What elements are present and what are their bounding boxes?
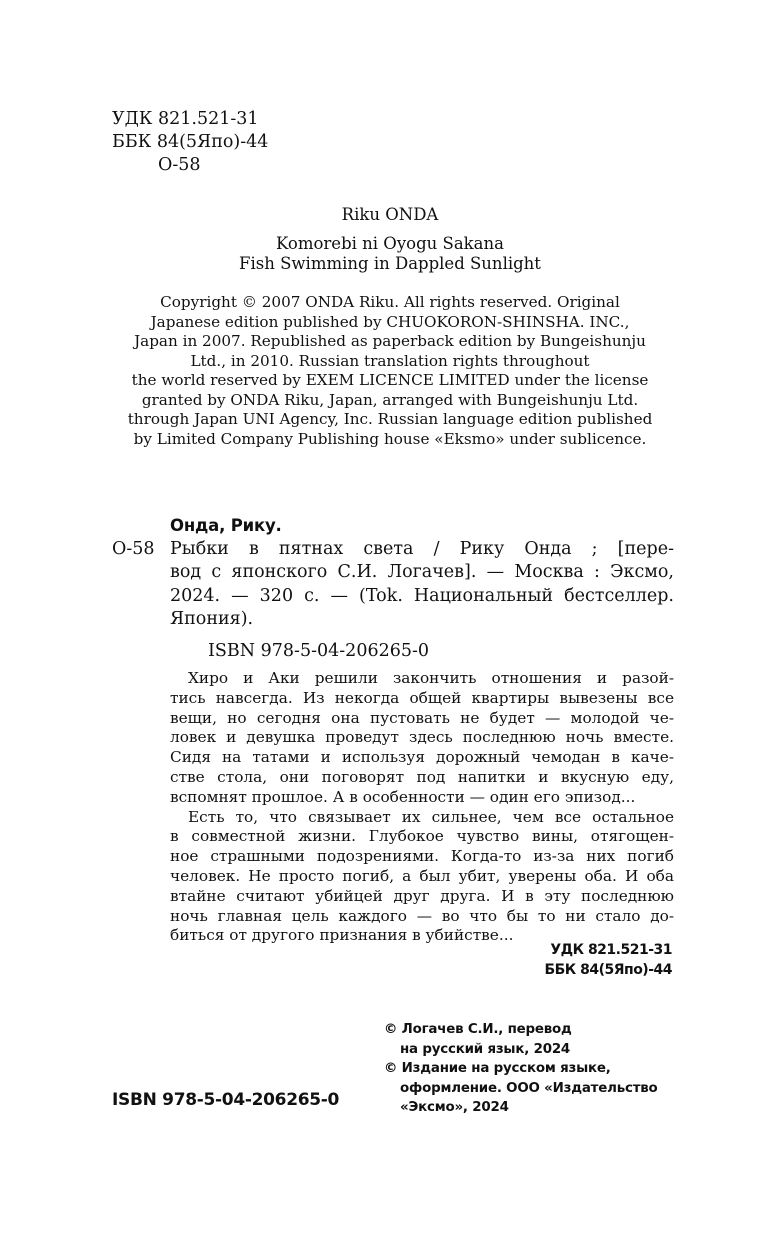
annotation-line: Хиро и Аки решили закончить отношения и разой-	[188, 669, 674, 687]
catalog-description-line: Япония).	[170, 609, 254, 629]
annotation-line: биться от другого признания в убийстве...	[170, 926, 514, 945]
original-title-japanese: Komorebi ni Oyogu Sakana	[276, 234, 504, 253]
catalog-author: Онда, Рику.	[170, 516, 282, 535]
annotation-line: ное страшными подозрениями. Когда-то из-за них погиб	[170, 847, 674, 866]
annotation-line: тись навсегда. Из некогда общей квартиры вывезены все	[170, 688, 674, 707]
catalog-description-line: Рыбки в пятнах света / Рику Онда ; [пере-	[170, 538, 674, 559]
catalog-entry	[112, 514, 674, 663]
copyright-notice	[100, 293, 680, 449]
annotation-line: ночь главная цель каждого — во что бы то ни стало до-	[170, 906, 674, 925]
udk-code-right: УДК 821.521-31	[550, 942, 672, 958]
copyright-line: Copyright © 2007 ONDA Riku. All rights reserved. Original	[160, 293, 620, 311]
bbk-code-right: ББК 84(5Япо)-44	[544, 962, 672, 978]
copyright-line: granted by ONDA Riku, Japan, arranged with Bungeishunju Ltd.	[141, 390, 639, 409]
original-titles	[100, 234, 680, 274]
edition-copyright-cont: «Эксмо», 2024	[400, 1100, 509, 1115]
annotation-line: в совместной жизни. Глубокое чувство вины, отягощен-	[170, 827, 674, 846]
catalog-isbn: ISBN 978-5-04-206265-0	[208, 640, 430, 661]
isbn-bottom: ISBN 978-5-04-206265-0	[112, 1090, 340, 1110]
annotation-line: втайне считают убийцей друг друга. И в эту последнюю	[170, 886, 674, 905]
catalog-description	[170, 538, 674, 632]
annotation-line: Сидя на татами и используя дорожный чемодан в каче-	[170, 748, 674, 767]
annotation-line: Есть то, что связывает их сильнее, чем все остальное	[188, 807, 674, 826]
annotation-line: человек. Не просто погиб, а был убит, уверены оба. И оба	[170, 866, 674, 885]
copyright-line: through Japan UNI Agency, Inc. Russian language edition published	[127, 410, 653, 428]
annotation-line: вспомнят прошлое. А в особенности — один его эпизод...	[170, 787, 636, 806]
catalog-code: О-58	[112, 538, 155, 559]
author-code: О-58	[158, 155, 201, 175]
copyright-line: Japanese edition published by CHUOKORON-SHINSHA. INC.,	[150, 312, 630, 331]
annotation-line: стве стола, они поговорят под напитки и вкусную еду,	[170, 767, 674, 786]
original-title-english: Fish Swimming in Dappled Sunlight	[239, 254, 541, 273]
translation-copyright: © Логачев С.И., перевод	[384, 1022, 572, 1037]
copyright-line: Ltd., in 2010. Russian translation rights throughout	[190, 351, 590, 370]
translation-copyright-cont: на русский язык, 2024	[400, 1041, 571, 1057]
bbk-code: ББК 84(5Япо)-44	[112, 132, 269, 152]
udk-code: УДК 821.521-31	[112, 109, 259, 129]
annotation	[170, 669, 674, 946]
annotation-line: ловек и девушка проведут здесь последнюю ночь вместе.	[170, 728, 674, 747]
edition-copyright: © Издание на русском языке,	[384, 1061, 611, 1076]
original-author: Riku ONDA	[341, 205, 439, 224]
annotation-line: вещи, но сегодня она пустовать не будет — молодой че-	[170, 708, 674, 727]
catalog-description-line: вод с японского С.И. Логачев]. — Москва : Эксмо,	[170, 562, 674, 582]
catalog-description-row	[112, 538, 674, 632]
udk-bbk-block	[112, 108, 268, 177]
edition-copyright-cont: оформление. ООО «Издательство	[400, 1080, 658, 1096]
copyright-line: by Limited Company Publishing house «Eksmo» under sublicence.	[133, 429, 647, 448]
classification-right	[544, 940, 672, 980]
copyright-line: the world reserved by EXEM LICENCE LIMITED under the license	[131, 371, 649, 389]
copyright-line: Japan in 2007. Republished as paperback edition by Bungeishunju	[134, 332, 646, 350]
copyrights-russian	[384, 1020, 658, 1118]
catalog-description-line: 2024. — 320 с. — (Tok. Национальный бестселлер.	[170, 585, 674, 606]
